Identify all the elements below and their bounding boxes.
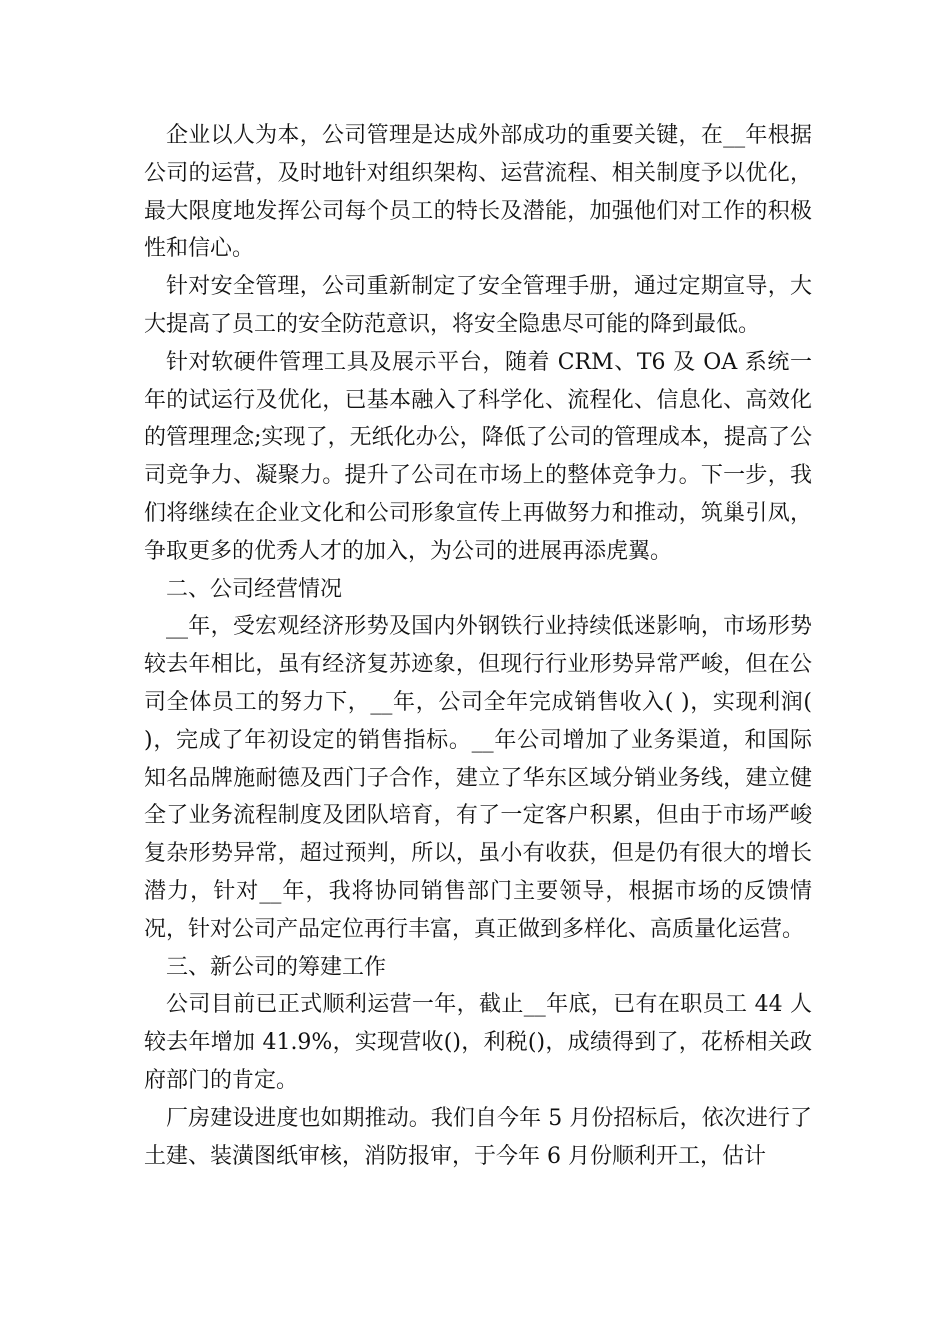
section-heading-operations: 二、公司经营情况 <box>166 576 343 602</box>
section-heading-new-company: 三、新公司的筹建工作 <box>166 954 387 980</box>
paragraph-operations: __年，受宏观经济形势及国内外钢铁行业持续低迷影响，市场形势较去年相比，虽有经济复苏迹象，但现行行业形势异常严峻，但在公司全体员工的努力下，__年，公司全年完成销售收入( )，实现利润( )，完成了年初设定的销售指标。__年公司增加了业务渠道，和国际知名品牌施耐德及西门子合作，建立了华东区域分销业务线，建立健全了业务流程制度及团队培育，有了一定客户积累，但由于市场严峻复杂形势异常，超过预判，所以，虽小有收获，但是仍有很大的增长潜力，针对__年，我将协同销售部门主要领导，根据市场的反馈情况，针对公司产品定位再行丰富，真正做到多样化、高质量化运营。 <box>144 614 812 942</box>
paragraph-people-management: 企业以人为本，公司管理是达成外部成功的重要关键，在__年根据公司的运营，及时地针对组织架构、运营流程、相关制度予以优化，最大限度地发挥公司每个员工的特长及潜能，加强他们对工作的积极性和信心。 <box>144 123 812 262</box>
paragraph-new-company: 公司目前已正式顺利运营一年，截止__年底，已有在职员工 44 人较去年增加 41.9%，实现营收()，利税()，成绩得到了，花桥相关政府部门的肯定。 <box>144 992 812 1093</box>
paragraph-factory-construction: 厂房建设进度也如期推动。我们自今年 5 月份招标后，依次进行了土建、装潢图纸审核，消防报审，于今年 6 月份顺利开工，估计 <box>144 1105 812 1169</box>
paragraph-safety-management: 针对安全管理，公司重新制定了安全管理手册，通过定期宣导，大大提高了员工的安全防范意识，将安全隐患尽可能的降到最低。 <box>144 274 812 337</box>
paragraph-software-tools: 针对软硬件管理工具及展示平台，随着 CRM、T6 及 OA 系统一年的试运行及优化，已基本融入了科学化、流程化、信息化、高效化的管理理念;实现了，无纸化办公，降低了公司的管理成本，提高了公司竞争力、凝聚力。提升了公司在市场上的整体竞争力。下一步，我们将继续在企业文化和公司形象宣传上再做努力和推动，筑巢引凤，争取更多的优秀人才的加入，为公司的进展再添虎翼。 <box>144 349 812 564</box>
document-body <box>144 117 812 1175</box>
